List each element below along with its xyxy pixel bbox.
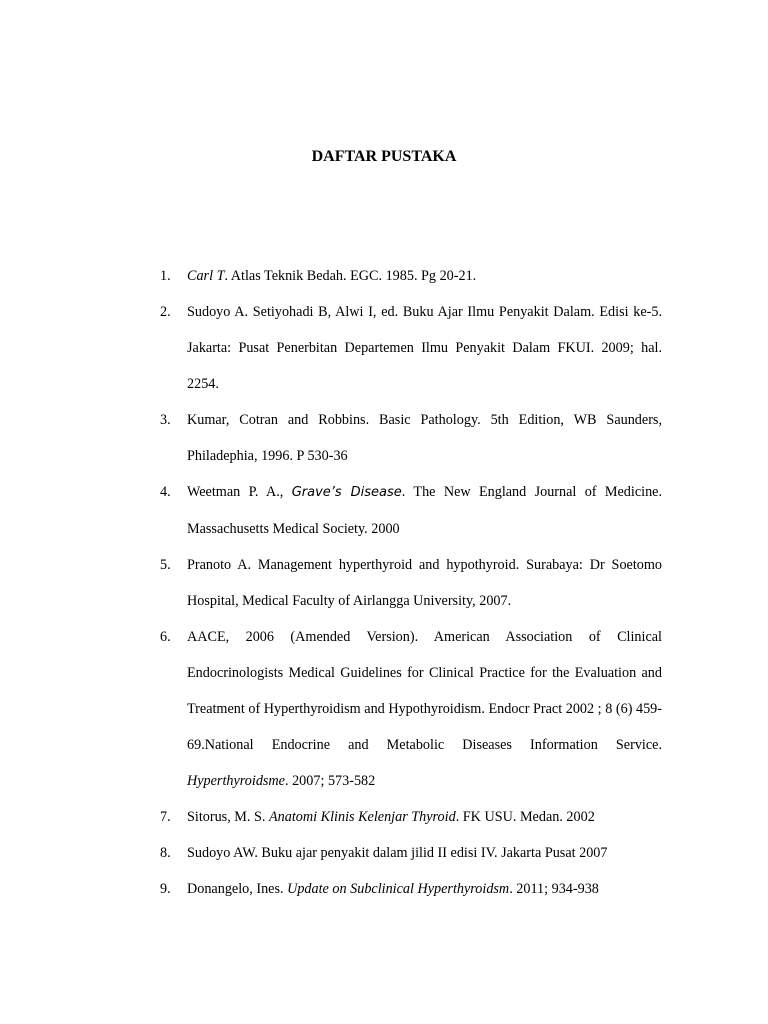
reference-number: 9. xyxy=(160,881,171,897)
reference-text xyxy=(187,258,662,294)
reference-text-segment: AACE, 2006 (Amended Version). American Association of Clinical Endocrinologists Medical Guidelines for Clinical Practice for the Evaluation and Treatment of Hyperthyroidism and Hypothyroidism. Endocr Pract 2002 ; 8 (6) 459-69.National Endocrine and Metabolic Diseases Information Service. xyxy=(187,629,662,753)
reference-text-segment: . 2011; 934-938 xyxy=(509,881,599,897)
reference-number: 3. xyxy=(160,412,171,428)
reference-text-segment: Sudoyo A. Setiyohadi B, Alwi I, ed. Buku Ajar Ilmu Penyakit Dalam. Edisi ke-5. Jakarta: Pusat Penerbitan Departemen Ilmu Penyakit Dalam FKUI. 2009; hal. 2254. xyxy=(187,304,662,392)
reference-text-segment: Sitorus, M. S. xyxy=(187,809,269,825)
reference-text xyxy=(187,474,662,547)
reference-text-segment: Weetman P. A., xyxy=(187,484,292,500)
reference-title-italic: Carl T xyxy=(187,268,225,284)
reference-item xyxy=(160,799,662,835)
reference-title-italic: Hyperthyroidsme xyxy=(187,773,285,789)
reference-text xyxy=(187,547,662,619)
reference-text-segment: Kumar, Cotran and Robbins. Basic Pathology. 5th Edition, WB Saunders, Philadephia, 1996. P 530-36 xyxy=(187,412,662,464)
reference-text xyxy=(187,402,662,474)
reference-item xyxy=(160,474,662,547)
reference-text xyxy=(187,619,662,799)
reference-text-segment: . FK USU. Medan. 2002 xyxy=(455,809,595,825)
reference-title-italic: Grave’s Disease xyxy=(291,485,402,500)
reference-number: 7. xyxy=(160,809,171,825)
reference-text xyxy=(187,294,662,402)
reference-item xyxy=(160,547,662,619)
reference-list xyxy=(160,258,662,907)
reference-text-segment: Sudoyo AW. Buku ajar penyakit dalam jilid II edisi IV. Jakarta Pusat 2007 xyxy=(187,845,608,861)
reference-title-italic: Update on Subclinical Hyperthyroidsm xyxy=(287,881,510,897)
reference-item xyxy=(160,619,662,799)
reference-text xyxy=(187,835,662,871)
reference-title-italic: Anatomi Klinis Kelenjar Thyroid xyxy=(269,809,456,825)
reference-item xyxy=(160,258,662,294)
reference-number: 8. xyxy=(160,845,171,861)
reference-number: 6. xyxy=(160,629,171,645)
reference-number: 2. xyxy=(160,304,171,320)
reference-text-segment: . The New England Journal of Medicine. Massachusetts Medical Society. 2000 xyxy=(187,484,663,537)
reference-number: 4. xyxy=(160,484,171,500)
reference-number: 1. xyxy=(160,268,171,284)
reference-text-segment: Pranoto A. Management hyperthyroid and hypothyroid. Surabaya: Dr Soetomo Hospital, Medical Faculty of Airlangga University, 2007. xyxy=(187,557,662,609)
reference-text-segment: . 2007; 573-582 xyxy=(284,773,376,789)
reference-text-segment: Donangelo, Ines. xyxy=(187,881,288,897)
reference-text-segment: . Atlas Teknik Bedah. EGC. 1985. Pg 20-21. xyxy=(224,268,477,284)
reference-item xyxy=(160,835,662,871)
reference-item xyxy=(160,402,662,474)
reference-number: 5. xyxy=(160,557,171,573)
reference-text xyxy=(187,799,662,835)
reference-text xyxy=(187,871,662,907)
page-title: DAFTAR PUSTAKA xyxy=(311,148,457,165)
reference-item xyxy=(160,294,662,402)
reference-item xyxy=(160,871,662,907)
